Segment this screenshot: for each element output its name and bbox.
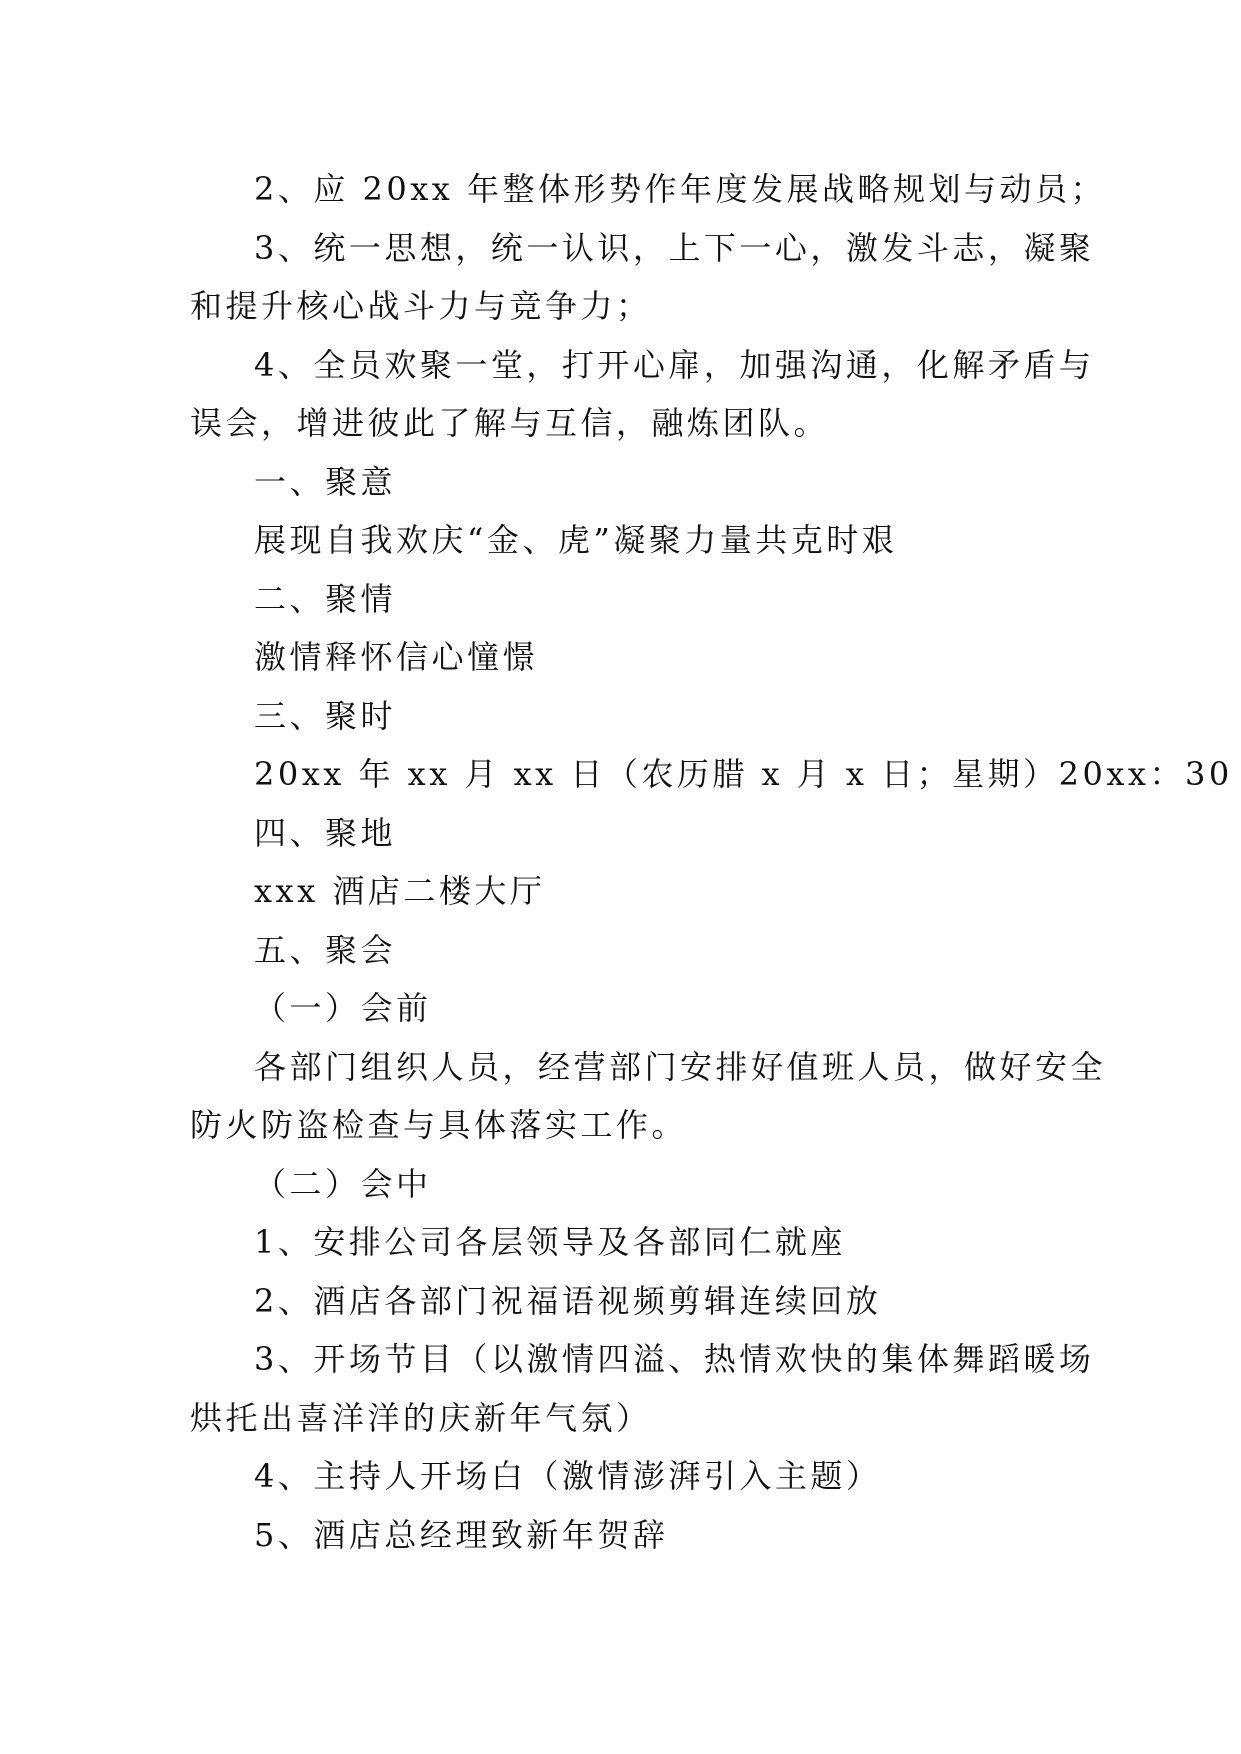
paragraph-line: 2、应 20xx 年整体形势作年度发展战略规划与动员；: [254, 170, 1107, 208]
paragraph-line: 激情释怀信心憧憬: [254, 638, 539, 676]
paragraph-line: 误会，增进彼此了解与互信，融炼团队。: [190, 404, 830, 442]
list-item: 1、安排公司各层领导及各部同仁就座: [254, 1223, 846, 1261]
section-heading: 一、聚意: [254, 462, 397, 501]
section-heading: 二、聚情: [254, 579, 397, 618]
paragraph-line: 展现自我欢庆“金、虎”凝聚力量共克时艰: [254, 521, 898, 559]
section-heading: 三、聚时: [254, 696, 397, 735]
list-item: 4、主持人开场白（激情澎湃引入主题）: [254, 1457, 882, 1495]
subsection-heading: （一）会前: [254, 989, 432, 1027]
paragraph-line: xxx 酒店二楼大厅: [254, 872, 546, 910]
section-heading: 四、聚地: [254, 813, 397, 852]
paragraph-line: 20xx 年 xx 月 xx 日（农历腊 x 月 x 日；星期）20xx：30: [254, 755, 1233, 793]
paragraph-line: 和提升核心战斗力与竞争力；: [190, 287, 652, 325]
document-body: [190, 160, 1233, 1564]
paragraph-line: 防火防盗检查与具体落实工作。: [190, 1106, 688, 1144]
section-heading: 五、聚会: [254, 930, 397, 969]
paragraph-line: 3、统一思想，统一认识，上下一心，激发斗志，凝聚: [254, 228, 1095, 267]
list-item: 2、酒店各部门祝福语视频剪辑连续回放: [254, 1281, 882, 1320]
subsection-heading: （二）会中: [254, 1164, 432, 1203]
list-item: 5、酒店总经理致新年贺辞: [254, 1515, 669, 1554]
paragraph-line: 各部门组织人员，经营部门安排好值班人员，做好安全: [254, 1047, 1107, 1086]
paragraph-line: 4、全员欢聚一堂，打开心扉，加强沟通，化解矛盾与: [254, 345, 1095, 384]
list-item: 3、开场节目（以激情四溢、热情欢快的集体舞蹈暖场: [254, 1340, 1095, 1378]
list-item-continuation: 烘托出喜洋洋的庆新年气氛）: [190, 1398, 652, 1437]
